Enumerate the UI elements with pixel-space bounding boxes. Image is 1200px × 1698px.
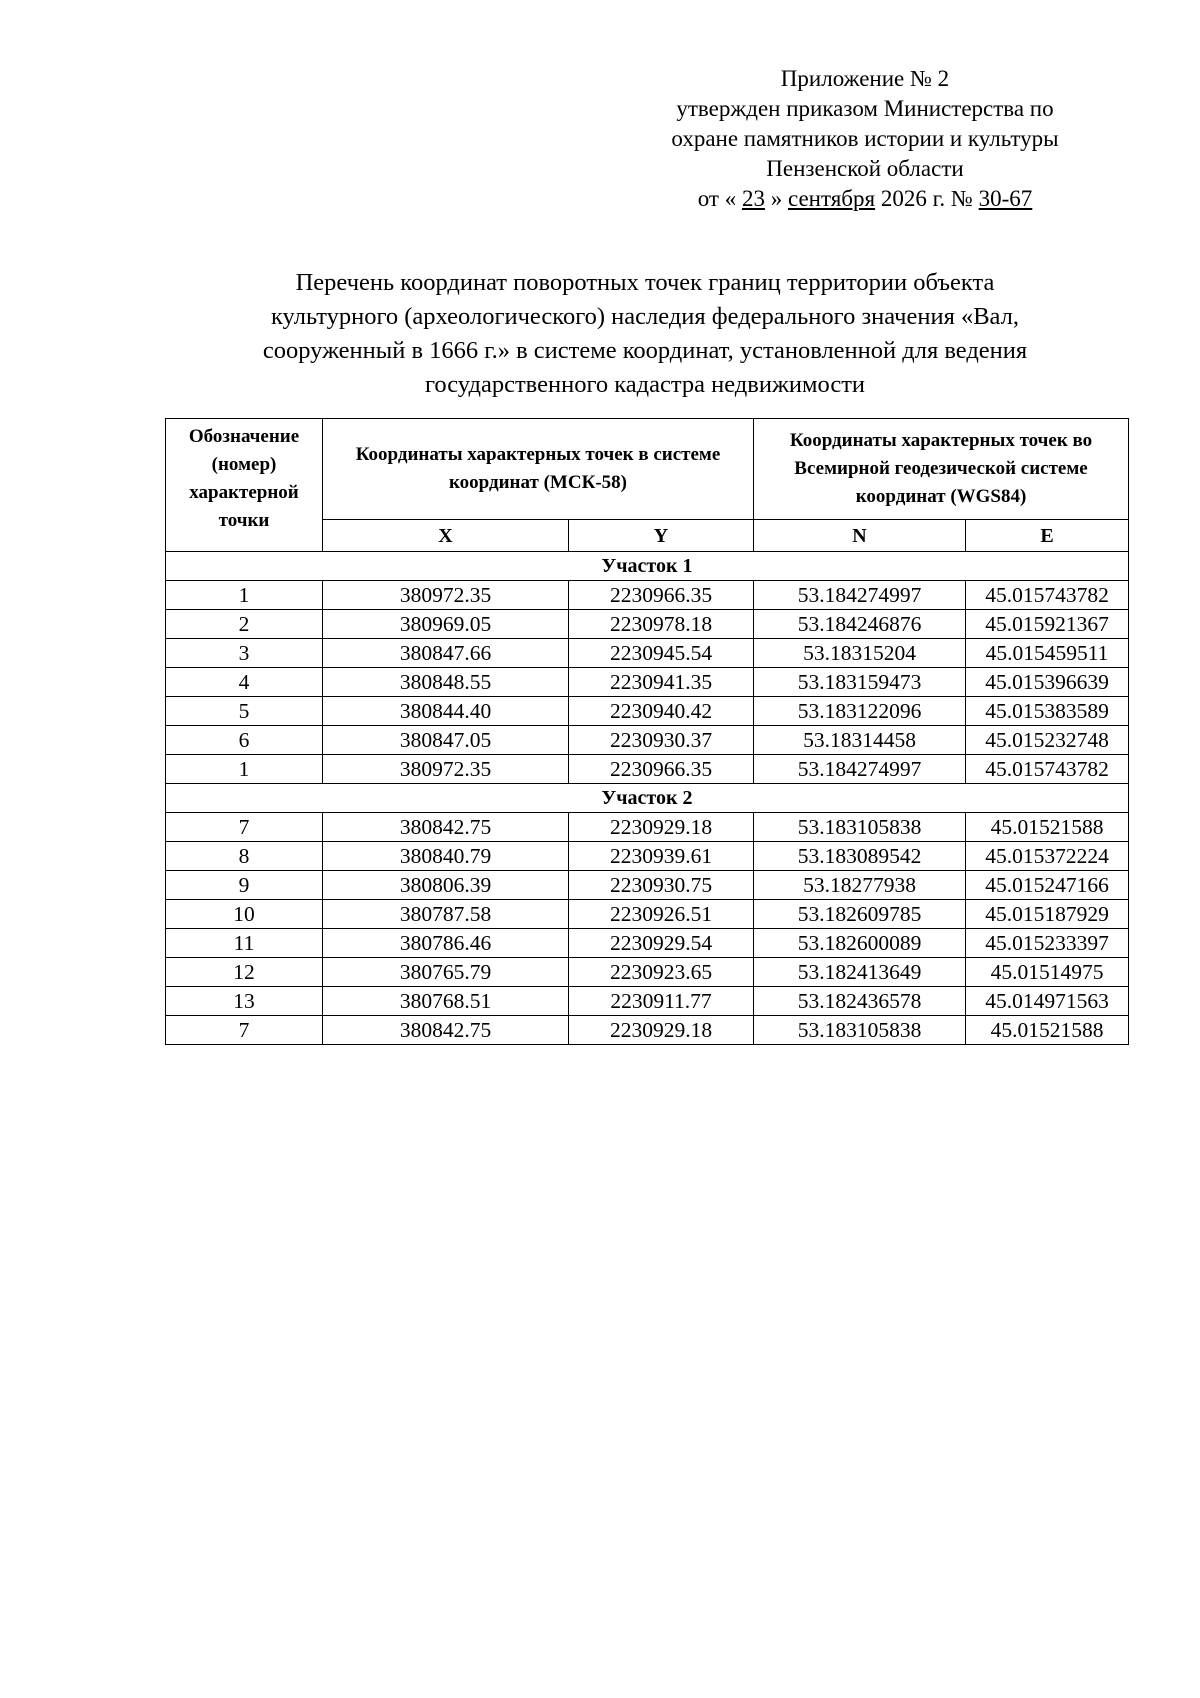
cell-n: 53.182413649	[754, 958, 966, 987]
cell-point: 3	[166, 639, 323, 668]
date-day: 23	[741, 186, 765, 211]
appendix-ministry: охране памятников истории и культуры	[671, 126, 1059, 151]
cell-x: 380842.75	[323, 813, 569, 842]
cell-y: 2230966.35	[569, 581, 754, 610]
table-row	[166, 900, 1129, 929]
header-x: X	[323, 520, 569, 552]
cell-x: 380969.05	[323, 610, 569, 639]
cell-y: 2230945.54	[569, 639, 754, 668]
cell-point: 7	[166, 813, 323, 842]
date-prefix: от «	[697, 186, 737, 211]
header-e: E	[966, 520, 1129, 552]
header-wgs84: Координаты характерных точек во Всемирной геодезической системе координат (WGS84)	[754, 419, 1129, 520]
cell-y: 2230929.18	[569, 813, 754, 842]
cell-y: 2230978.18	[569, 610, 754, 639]
cell-e: 45.01521588	[966, 1016, 1129, 1045]
cell-x: 380844.40	[323, 697, 569, 726]
cell-y: 2230966.35	[569, 755, 754, 784]
table-row	[166, 697, 1129, 726]
cell-point: 1	[166, 755, 323, 784]
header-n: N	[754, 520, 966, 552]
title-line-2: культурного (археологического) наследия федерального значения «Вал,	[271, 303, 1019, 330]
header-point-designation: Обозначение (номер) характерной точки	[166, 419, 323, 552]
cell-y: 2230930.75	[569, 871, 754, 900]
cell-n: 53.182436578	[754, 987, 966, 1016]
table-row	[166, 755, 1129, 784]
cell-e: 45.015247166	[966, 871, 1129, 900]
cell-e: 45.015372224	[966, 842, 1129, 871]
cell-x: 380847.05	[323, 726, 569, 755]
cell-y: 2230926.51	[569, 900, 754, 929]
cell-n: 53.182609785	[754, 900, 966, 929]
cell-point: 2	[166, 610, 323, 639]
table-row	[166, 871, 1129, 900]
cell-n: 53.184274997	[754, 755, 966, 784]
section-title: Участок 1	[166, 552, 1129, 581]
cell-e: 45.015187929	[966, 900, 1129, 929]
coordinates-table	[165, 418, 1129, 1045]
table-row	[166, 1016, 1129, 1045]
table-row	[166, 958, 1129, 987]
table-row	[166, 929, 1129, 958]
cell-e: 45.015459511	[966, 639, 1129, 668]
header-y: Y	[569, 520, 754, 552]
cell-x: 380972.35	[323, 581, 569, 610]
section-row	[166, 784, 1129, 813]
cell-point: 12	[166, 958, 323, 987]
cell-y: 2230940.42	[569, 697, 754, 726]
cell-x: 380768.51	[323, 987, 569, 1016]
cell-x: 380787.58	[323, 900, 569, 929]
cell-x: 380806.39	[323, 871, 569, 900]
cell-n: 53.184274997	[754, 581, 966, 610]
cell-n: 53.184246876	[754, 610, 966, 639]
cell-x: 380786.46	[323, 929, 569, 958]
cell-x: 380842.75	[323, 1016, 569, 1045]
table-row	[166, 668, 1129, 697]
cell-y: 2230939.61	[569, 842, 754, 871]
cell-e: 45.015921367	[966, 610, 1129, 639]
cell-x: 380847.66	[323, 639, 569, 668]
document-title	[165, 266, 1125, 402]
section-title: Участок 2	[166, 784, 1129, 813]
cell-e: 45.014971563	[966, 987, 1129, 1016]
cell-point: 8	[166, 842, 323, 871]
cell-n: 53.183105838	[754, 1016, 966, 1045]
cell-n: 53.182600089	[754, 929, 966, 958]
cell-x: 380972.35	[323, 755, 569, 784]
cell-y: 2230930.37	[569, 726, 754, 755]
cell-y: 2230929.54	[569, 929, 754, 958]
cell-n: 53.18315204	[754, 639, 966, 668]
date-year: 2026 г. №	[880, 186, 973, 211]
cell-point: 11	[166, 929, 323, 958]
header-msk58: Координаты характерных точек в системе координат (МСК-58)	[323, 419, 754, 520]
appendix-number: Приложение № 2	[780, 66, 950, 91]
appendix-date-line	[610, 184, 1120, 214]
cell-n: 53.183089542	[754, 842, 966, 871]
table-row	[166, 639, 1129, 668]
table-row	[166, 610, 1129, 639]
cell-point: 6	[166, 726, 323, 755]
cell-point: 5	[166, 697, 323, 726]
cell-e: 45.015743782	[966, 755, 1129, 784]
cell-x: 380765.79	[323, 958, 569, 987]
appendix-approved-by: утвержден приказом Министерства по	[676, 96, 1054, 121]
title-line-1: Перечень координат поворотных точек границ территории объекта	[295, 269, 995, 296]
table-row	[166, 581, 1129, 610]
title-line-4: государственного кадастра недвижимости	[424, 371, 866, 398]
cell-e: 45.015743782	[966, 581, 1129, 610]
cell-e: 45.015232748	[966, 726, 1129, 755]
date-month: сентября	[787, 186, 876, 211]
cell-point: 9	[166, 871, 323, 900]
title-line-3: сооруженный в 1666 г.» в системе координат, установленной для ведения	[262, 337, 1028, 364]
section-row	[166, 552, 1129, 581]
cell-point: 13	[166, 987, 323, 1016]
cell-n: 53.18314458	[754, 726, 966, 755]
cell-n: 53.18277938	[754, 871, 966, 900]
table-row	[166, 987, 1129, 1016]
cell-e: 45.015383589	[966, 697, 1129, 726]
appendix-header	[610, 64, 1120, 214]
cell-x: 380840.79	[323, 842, 569, 871]
cell-n: 53.183105838	[754, 813, 966, 842]
appendix-region: Пензенской области	[766, 156, 964, 181]
cell-y: 2230929.18	[569, 1016, 754, 1045]
cell-point: 10	[166, 900, 323, 929]
table-row	[166, 842, 1129, 871]
cell-e: 45.01514975	[966, 958, 1129, 987]
table-row	[166, 726, 1129, 755]
cell-y: 2230941.35	[569, 668, 754, 697]
cell-x: 380848.55	[323, 668, 569, 697]
cell-point: 1	[166, 581, 323, 610]
cell-e: 45.015233397	[966, 929, 1129, 958]
cell-n: 53.183122096	[754, 697, 966, 726]
cell-e: 45.015396639	[966, 668, 1129, 697]
cell-point: 7	[166, 1016, 323, 1045]
cell-point: 4	[166, 668, 323, 697]
cell-y: 2230923.65	[569, 958, 754, 987]
cell-e: 45.01521588	[966, 813, 1129, 842]
table-row	[166, 813, 1129, 842]
cell-y: 2230911.77	[569, 987, 754, 1016]
order-number: 30-67	[978, 186, 1033, 211]
cell-n: 53.183159473	[754, 668, 966, 697]
date-mid: »	[770, 186, 783, 211]
